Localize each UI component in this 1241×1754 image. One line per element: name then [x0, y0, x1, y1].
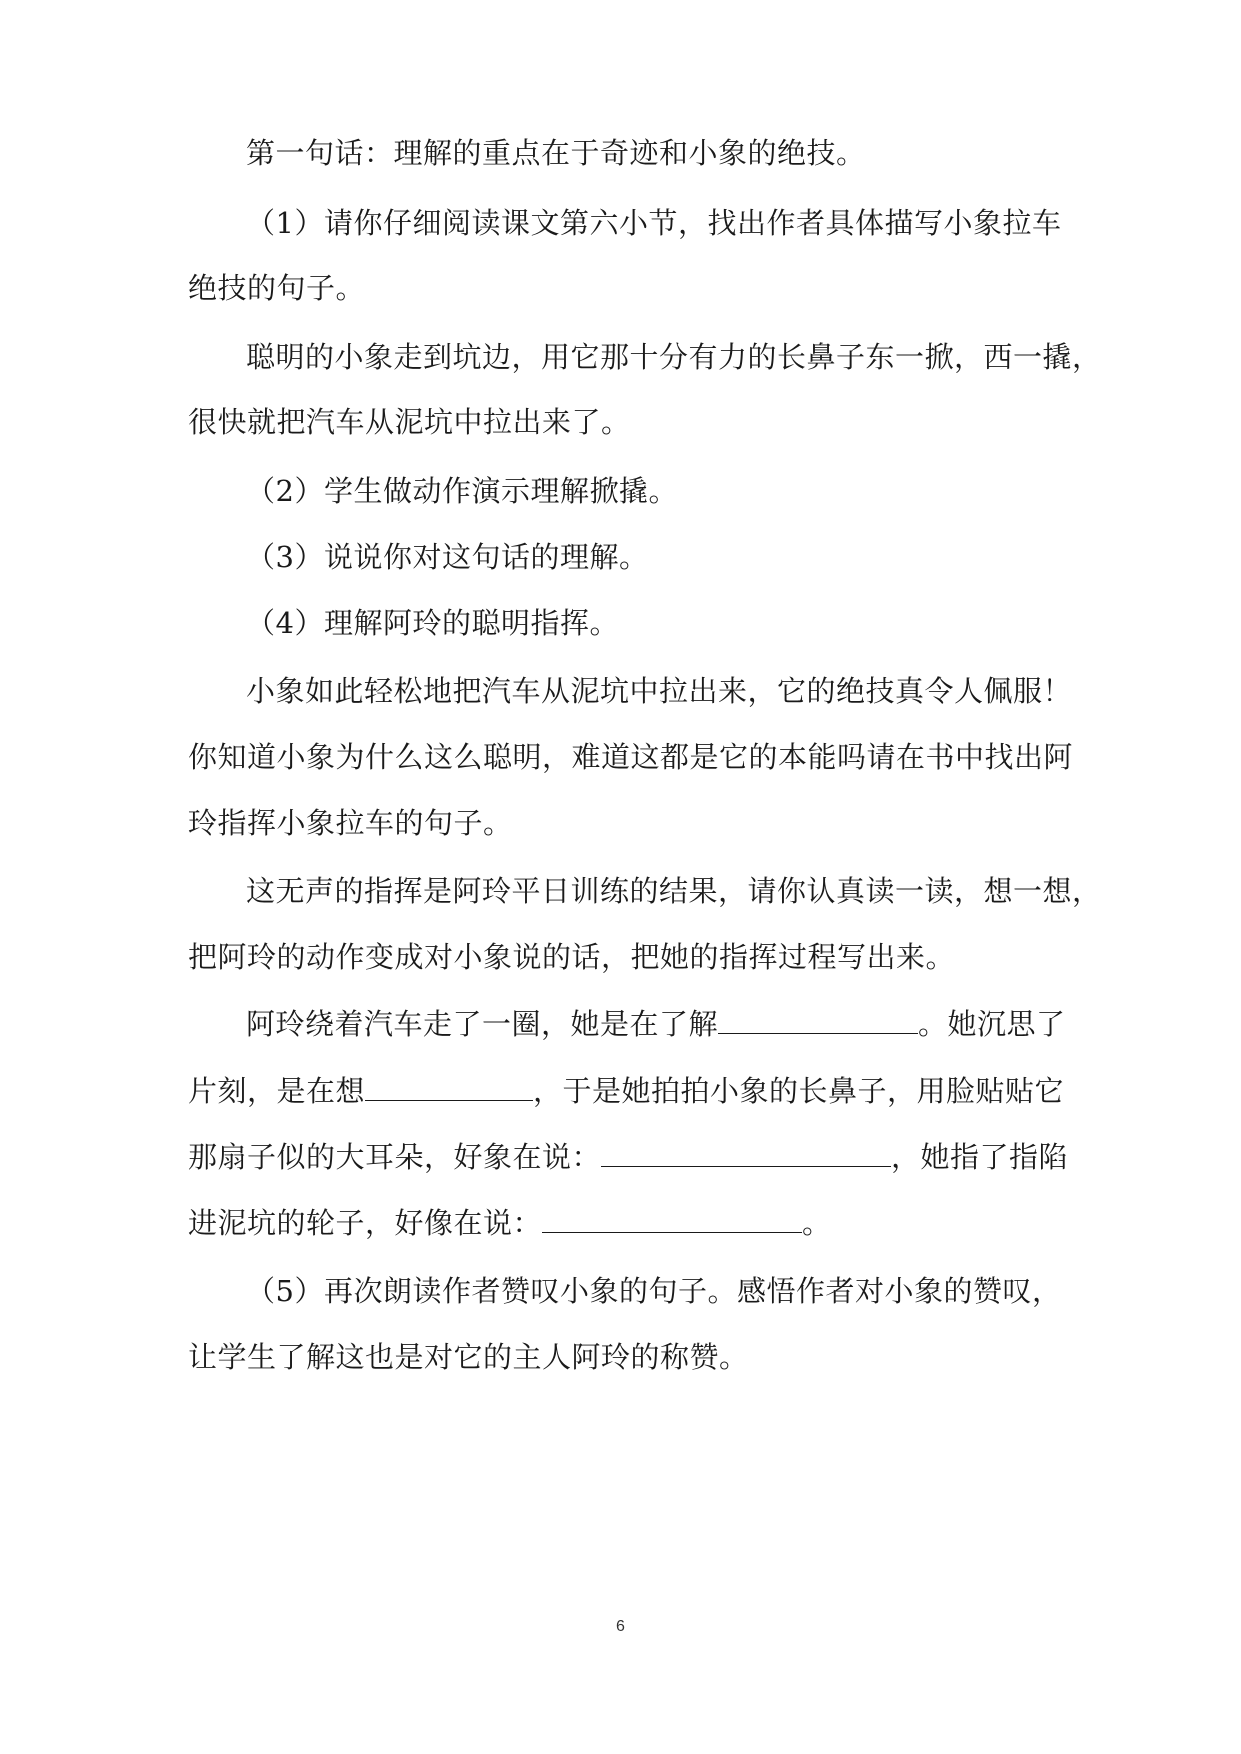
- fill-in-line: [188, 1137, 1068, 1177]
- paragraph-line: （3）说说你对这句话的理解。: [246, 540, 649, 574]
- paragraph-line: 让学生了解这也是对它的主人阿玲的称赞。: [188, 1340, 749, 1374]
- paragraph-line: （1）请你仔细阅读课文第六小节，找出作者具体描写小象拉车: [246, 206, 1062, 240]
- fill-text: 那扇子似的大耳朵，好象在说：: [188, 1140, 602, 1174]
- fill-in-line: [246, 1004, 1126, 1044]
- fill-blank[interactable]: [718, 1007, 918, 1034]
- paragraph-line: 绝技的句子。: [188, 271, 366, 305]
- paragraph-line: 把阿玲的动作变成对小象说的话，把她的指挥过程写出来。: [188, 940, 956, 974]
- paragraph-line: 小象如此轻松地把汽车从泥坑中拉出来，它的绝技真令人佩服！: [246, 674, 1073, 708]
- fill-text: 。: [802, 1206, 832, 1240]
- paragraph-line: （5）再次朗读作者赞叹小象的句子。感悟作者对小象的赞叹，: [246, 1274, 1062, 1308]
- page-number: 6: [616, 1618, 625, 1635]
- paragraph-line: （2）学生做动作演示理解掀撬。: [246, 474, 678, 508]
- fill-in-line: [188, 1071, 1068, 1111]
- paragraph-line: （4）理解阿玲的聪明指挥。: [246, 606, 619, 640]
- paragraph-line: 第一句话：理解的重点在于奇迹和小象的绝技。: [246, 136, 866, 170]
- fill-text: 片刻，是在想: [188, 1074, 366, 1108]
- paragraph-line: 你知道小象为什么这么聪明，难道这都是它的本能吗请在书中找出阿: [188, 740, 1074, 774]
- fill-blank[interactable]: [601, 1140, 891, 1167]
- fill-text: ，于是她拍拍小象的长鼻子，用脸贴贴它: [533, 1074, 1065, 1108]
- fill-text: 阿玲绕着汽车走了一圈，她是在了解: [246, 1007, 719, 1041]
- paragraph-line: 这无声的指挥是阿玲平日训练的结果，请你认真读一读，想一想，: [246, 874, 1102, 908]
- fill-in-line: [188, 1203, 1068, 1243]
- paragraph-line: 很快就把汽车从泥坑中拉出来了。: [188, 405, 631, 439]
- fill-text: ，她指了指陷: [891, 1140, 1069, 1174]
- fill-text: 。她沉思了: [918, 1007, 1066, 1041]
- fill-blank[interactable]: [365, 1074, 533, 1101]
- fill-blank[interactable]: [542, 1206, 802, 1233]
- fill-text: 进泥坑的轮子，好像在说：: [188, 1206, 543, 1240]
- paragraph-line: 聪明的小象走到坑边，用它那十分有力的长鼻子东一掀，西一撬，: [246, 340, 1102, 374]
- paragraph-line: 玲指挥小象拉车的句子。: [188, 806, 513, 840]
